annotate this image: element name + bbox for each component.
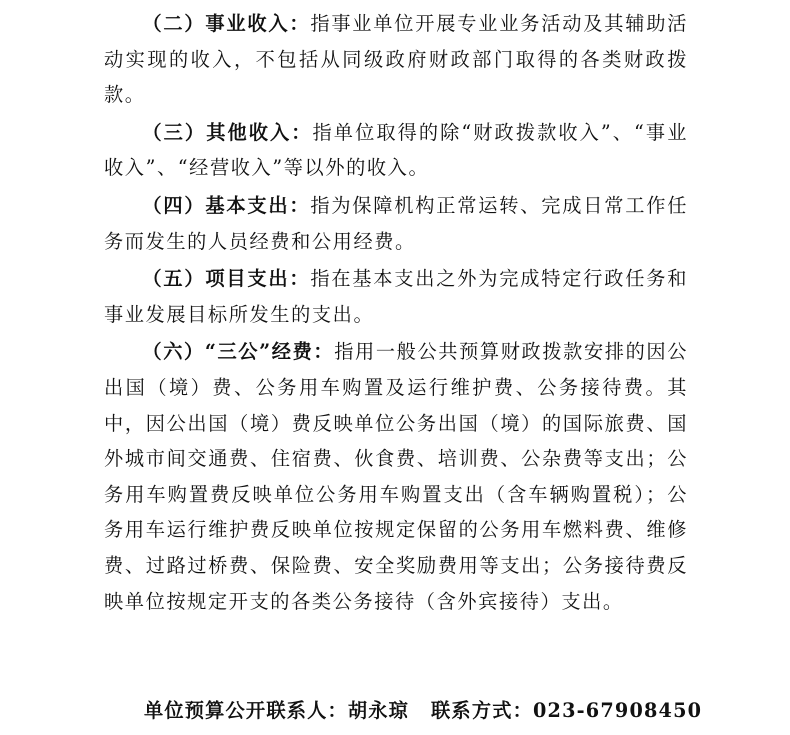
definition-basic-expenditure	[104, 188, 688, 259]
contact-phone: 023-67908450	[532, 699, 703, 722]
document-body	[104, 6, 688, 621]
definition-text: 指事业单位开展专业业务活动及其辅助活动实现的收入，不包括从同级政府财政部门取得的各类财政拨款。	[104, 12, 688, 107]
definition-term: （三）其他收入：	[142, 120, 313, 144]
definition-text: 指在基本支出之外为完成特定行政任务和事业发展目标所发生的支出。	[104, 267, 688, 326]
definition-project-expenditure	[104, 261, 688, 332]
definition-three-public-expenses	[104, 334, 688, 619]
definition-term: （四）基本支出：	[142, 193, 311, 217]
definition-term: （二）事业收入：	[142, 12, 311, 35]
definition-other-income	[104, 115, 688, 186]
contact-person-label: 单位预算公开联系人：	[144, 699, 348, 722]
definition-term: （六）“三公”经费：	[142, 340, 335, 364]
definition-text: 指单位取得的除“财政拨款收入”、“事业收入”、“经营收入”等以外的收入。	[104, 120, 688, 180]
definition-term: （五）项目支出：	[142, 267, 311, 291]
definition-text: 指为保障机构正常运转、完成日常工作任务而发生的人员经费和公用经费。	[104, 193, 688, 253]
contact-line	[144, 696, 702, 726]
contact-person-name: 胡永琼	[347, 699, 410, 722]
contact-method-label: 联系方式：	[431, 699, 533, 722]
definition-text: 指用一般公共预算财政拨款安排的因公出国（境）费、公务用车购置及运行维护费、公务接待费。其中，因公出国（境）费反映单位公务出国（境）的国际旅费、国外城市间交通费、住宿费、伙食费、培训费、公杂费等支出；公务用车购置费反映单位公务用车购置支出（含车辆购置税）；公务用车运行维护费反映单位按规定保留的公务用车燃料费、维修费、过路过桥费、保险费、安全奖励费用等支出；公务接待费反映单位按规定开支的各类公务接待（含外宾接待）支出。	[104, 340, 688, 613]
definition-business-income	[104, 6, 688, 113]
